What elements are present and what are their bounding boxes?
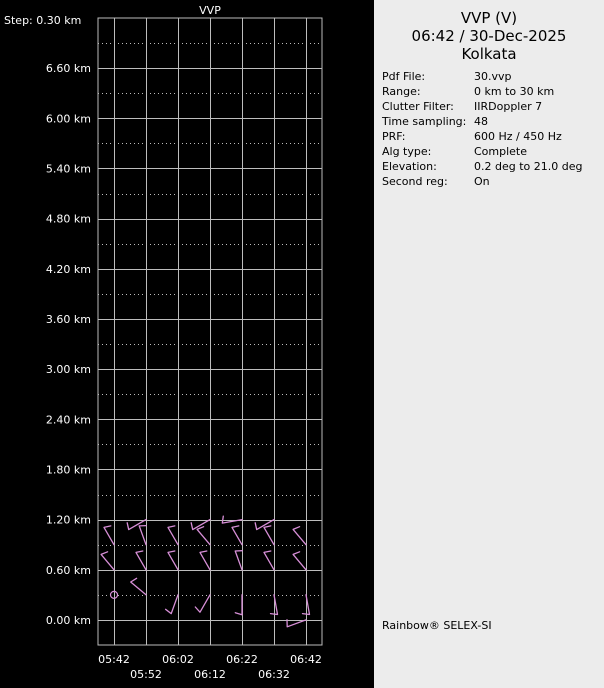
info-value: 30.vvp [474,70,512,83]
wind-barb [139,526,146,545]
info-value: 600 Hz / 450 Hz [474,130,562,143]
y-tick-label: 1.80 km [45,463,91,477]
info-row [382,84,604,99]
wind-barb [168,551,178,570]
info-row [382,174,604,189]
wind-barb [232,526,242,545]
info-key: Pdf File: [382,70,426,83]
info-key: Alg type: [382,145,432,158]
info-panel [374,0,604,688]
wind-barb [200,551,210,570]
y-tick-label: 6.00 km [45,112,91,126]
info-value: On [474,175,490,188]
info-key: Elevation: [382,160,437,173]
wind-barb [136,551,146,570]
y-tick-label: 3.00 km [45,363,91,377]
info-title: VVP (V) [460,9,518,27]
wind-barb [293,552,306,570]
x-tick-label: 06:32 [258,668,290,681]
chart-title: VVP [199,4,221,17]
y-tick-label: 4.20 km [45,262,91,276]
step-label: Step: 0.30 km [4,14,82,27]
info-row [382,114,604,129]
y-tick-label: 2.40 km [45,413,91,427]
info-datetime: 06:42 / 30-Dec-2025 [411,27,567,45]
wind-barb [235,595,242,615]
wind-barb [222,516,242,523]
info-value: 0 km to 30 km [474,85,555,98]
y-tick-label: 1.20 km [45,513,91,527]
y-tick-label: 0.60 km [45,563,91,577]
wind-barb [264,526,274,545]
x-tick-label: 06:02 [162,653,194,666]
footer-credit: Rainbow® SELEX-SI [382,619,492,632]
wind-barb [127,520,146,530]
x-tick-label: 05:52 [130,668,162,681]
wind-barb [166,595,178,614]
wind-barb [104,526,114,545]
info-key: Time sampling: [382,115,467,128]
wind-barb [131,578,146,595]
info-row [382,129,604,144]
info-location: Kolkata [461,45,517,63]
x-tick-label: 05:42 [98,653,130,666]
y-tick-label: 5.40 km [45,162,91,176]
info-value: IIRDoppler 7 [474,100,543,113]
y-tick-label: 0.00 km [45,613,91,627]
info-row [382,144,604,159]
wind-barb [235,551,242,570]
x-tick-label: 06:12 [194,668,226,681]
y-tick-label: 6.60 km [45,62,91,76]
info-value: 0.2 deg to 21.0 deg [474,160,583,173]
wind-barb [168,526,178,545]
info-key: Clutter Filter: [382,100,454,113]
wind-barb [195,595,210,612]
wind-barb [264,551,274,570]
info-row [382,69,604,84]
info-key: PRF: [382,130,406,143]
y-tick-label: 4.80 km [45,212,91,226]
info-key: Range: [382,85,421,98]
wind-barb [101,552,114,570]
info-key: Second reg: [382,175,448,188]
info-value: Complete [474,145,528,158]
info-row [382,159,604,174]
wind-barb [293,527,306,545]
x-tick-label: 06:22 [226,653,258,666]
y-tick-label: 3.60 km [45,312,91,326]
wind-barb [197,527,210,545]
info-table [382,69,604,189]
x-tick-label: 06:42 [290,653,322,666]
info-value: 48 [474,115,488,128]
info-row [382,99,604,114]
